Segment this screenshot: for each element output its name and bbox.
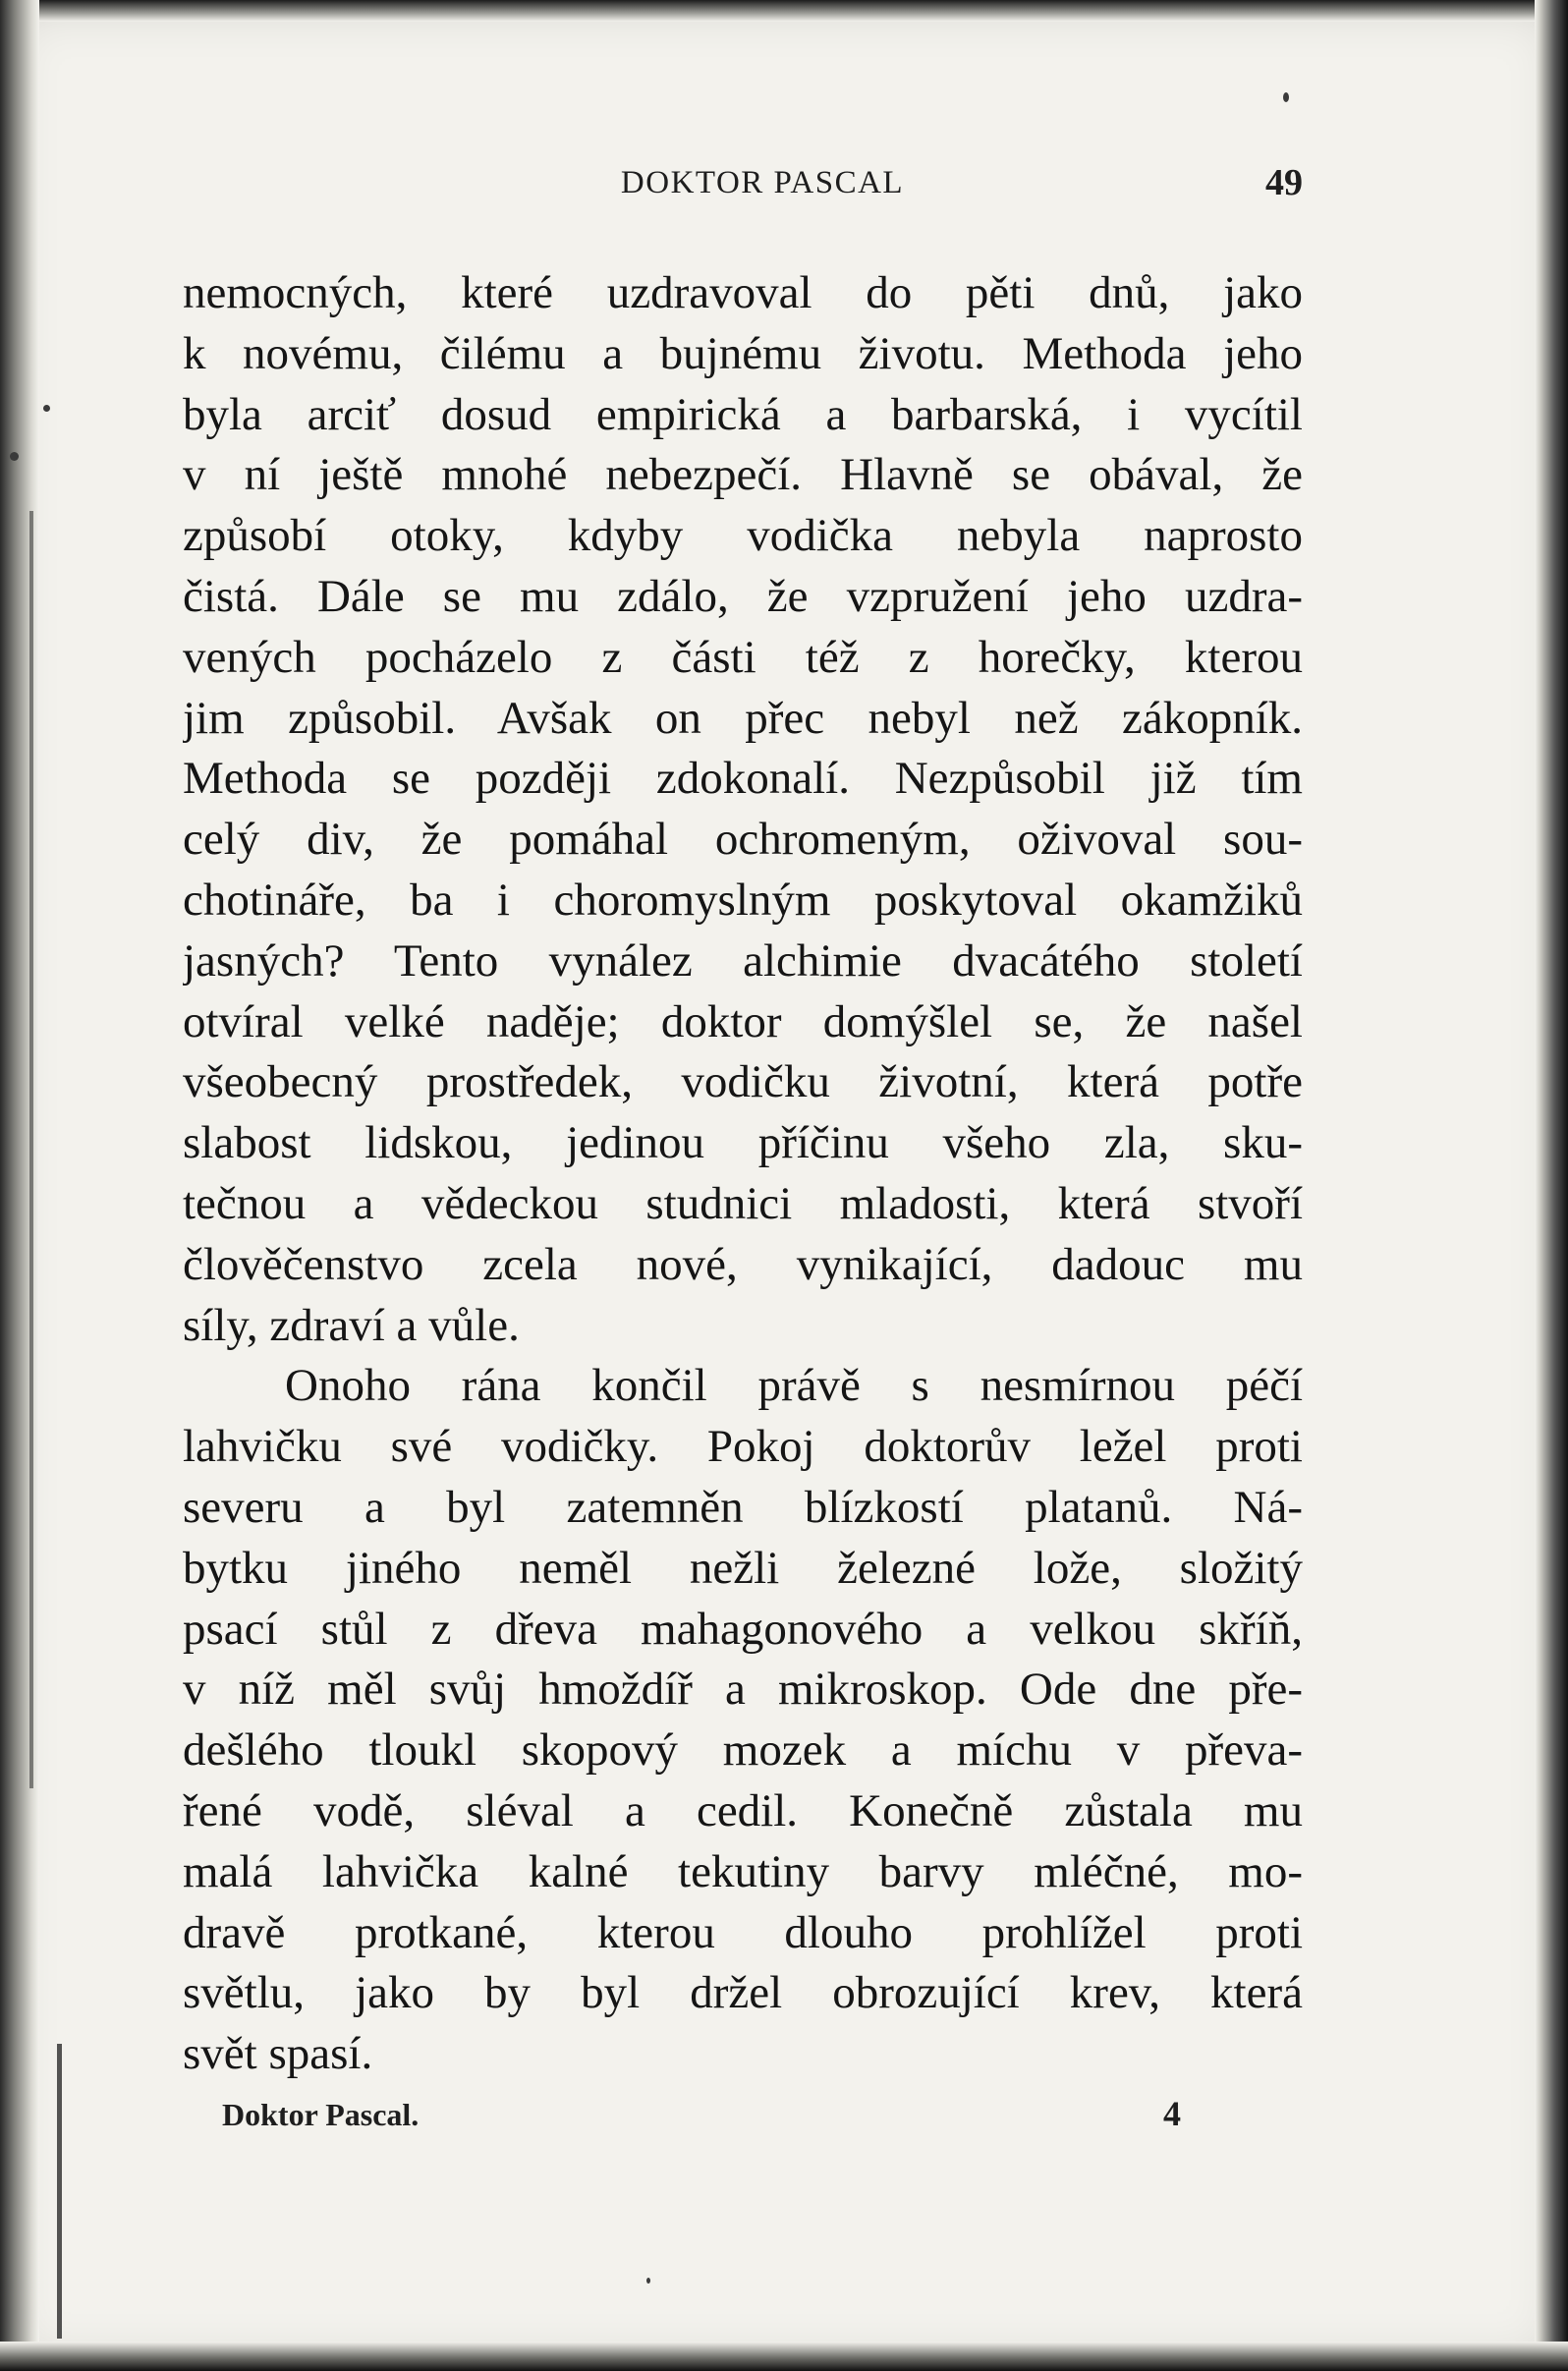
text-line: v ní ještě mnohé nebezpečí. Hlavně se obával, že xyxy=(183,449,1303,501)
text-line: dešlého tloukl skopový mozek a míchu v převa- xyxy=(183,1724,1303,1777)
page-binding-edge xyxy=(0,0,39,2371)
page-top-edge xyxy=(0,0,1568,22)
text-line: bytku jiného neměl nežli železné lože, složitý xyxy=(183,1542,1303,1594)
margin-mark xyxy=(29,511,33,1788)
text-line: tečnou a vědeckou studnici mladosti, která stvoří xyxy=(183,1177,1303,1229)
page-speck xyxy=(646,2278,650,2284)
text-line: dravě protkané, kterou dlouho prohlížel proti xyxy=(183,1906,1303,1958)
page-speck xyxy=(43,405,50,412)
text-line: řené vodě, sléval a cedil. Konečně zůstala mu xyxy=(183,1784,1303,1836)
text-line: lahvičku své vodičky. Pokoj doktorův ležel proti xyxy=(183,1421,1303,1473)
text-line: vených pocházelo z části též z horečky, kterou xyxy=(183,631,1303,683)
text-line: světlu, jako by byl držel obrozující krev, která xyxy=(183,1967,1303,2019)
text-line: čistá. Dále se mu zdálo, že vzpružení jeho uzdra- xyxy=(183,570,1303,622)
page-number: 49 xyxy=(1265,162,1303,203)
text-line: otvíral velké naděje; doktor domýšlel se, že našel xyxy=(183,995,1303,1047)
text-line: malá lahvička kalné tekutiny barvy mléčné, mo- xyxy=(183,1845,1303,1897)
text-line: severu a byl zatemněn blízkostí platanů. Ná- xyxy=(183,1481,1303,1533)
text-line: všeobecný prostředek, vodičku životní, která potře xyxy=(183,1056,1303,1108)
text-line: jasných? Tento vynález alchimie dvacátého století xyxy=(183,934,1303,987)
page-speck xyxy=(10,452,19,461)
signature-mark: 4 xyxy=(1163,2094,1181,2133)
text-line: psací stůl z dřeva mahagonového a velkou skříň, xyxy=(183,1603,1303,1655)
paragraph xyxy=(183,1356,1303,2085)
page-speck xyxy=(1283,92,1289,102)
running-head xyxy=(183,162,1303,214)
text-line: síly, zdraví a vůle. xyxy=(183,1299,520,1351)
running-title: DOKTOR PASCAL xyxy=(620,165,905,200)
body-text xyxy=(183,263,1303,2085)
text-line: byla arciť dosud empirická a barbarská, i vycítil xyxy=(183,388,1303,440)
text-line: Onoho rána končil právě s nesmírnou péčí xyxy=(285,1360,1303,1412)
text-line: chotináře, ba i choromyslným poskytoval okamžiků xyxy=(183,874,1303,926)
page-footer xyxy=(222,2093,1204,2142)
page-bottom-edge xyxy=(0,2342,1568,2371)
text-line: Methoda se později zdokonalí. Nezpůsobil již tím xyxy=(183,753,1303,805)
page-right-edge xyxy=(1535,0,1568,2371)
paragraph xyxy=(183,263,1303,1356)
text-line: k novému, čilému a bujnému životu. Methoda jeho xyxy=(183,327,1303,379)
margin-mark xyxy=(57,2044,62,2339)
text-line: svět spasí. xyxy=(183,2028,373,2080)
text-line: jim způsobil. Avšak on přec nebyl než zákopník. xyxy=(183,692,1303,744)
text-line: slabost lidskou, jedinou příčinu všeho zla, sku- xyxy=(183,1117,1303,1169)
text-line: člověčenstvo zcela nové, vynikající, dadouc mu xyxy=(183,1238,1303,1290)
footer-book-title: Doktor Pascal. xyxy=(222,2097,420,2132)
text-line: nemocných, které uzdravoval do pěti dnů, jako xyxy=(183,267,1303,318)
text-line: v níž měl svůj hmoždíř a mikroskop. Ode dne pře- xyxy=(183,1664,1303,1716)
text-line: celý div, že pomáhal ochromeným, oživoval sou- xyxy=(183,814,1303,866)
text-line: způsobí otoky, kdyby vodička nebyla naprosto xyxy=(183,510,1303,562)
